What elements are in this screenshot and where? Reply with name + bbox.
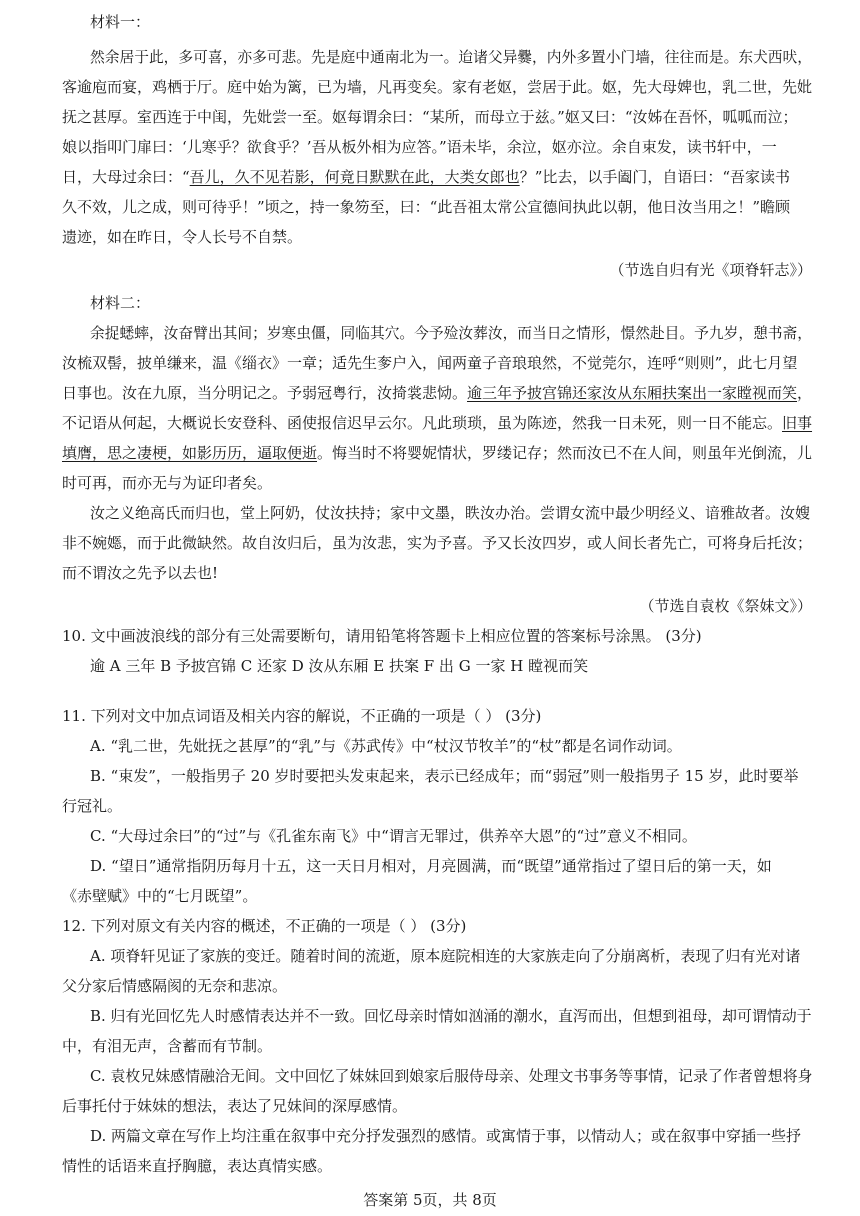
material-2-line <box>62 413 812 433</box>
material-1-line <box>62 167 790 187</box>
question-12-option-d: 情性的话语来直抒胸臆，表达真情实感。 <box>62 1157 333 1175</box>
question-11-option-d: 《赤壁赋》中的“七月既望”。 <box>62 887 258 905</box>
material-2-line: 汝之义绝高氏而归也，堂上阿奶，仗汝扶持；家中文墨，眣汝办治。尝谓女流中最少明经义、谙雅故者。汝嫂 <box>90 504 811 522</box>
material-1-source: （节选自归有光《项脊轩志》） <box>609 261 812 279</box>
text-run: ， <box>797 384 813 402</box>
material-2-line: 余捉蟋蟀，汝奋臂出其间；岁寒虫僵，同临其穴。今予殓汝葬汝，而当日之情形，憬然赴目。予九岁，憩书斋， <box>90 324 813 342</box>
text-run: 。悔当时不将婴妮情状，罗缕记存；然而汝已不在人间，则虽年光倒流，儿 <box>317 444 813 462</box>
wavy-underlined-text: 逾三年予披宫锦还家汝从东厢扶案出一家瞠视而笑 <box>467 384 798 402</box>
question-10-stem: 10. 文中画波浪线的部分有三处需要断句，请用铅笔将答题卡上相应位置的答案标号涂黑。 (3分) <box>62 627 702 645</box>
material-2-line: 时可再，而亦无与为证印者矣。 <box>62 474 273 492</box>
material-2-line: 非不婉嫕，而于此微缺然。故自汝归后，虽为汝悲，实为予喜。予又长汝四岁，或人间长者先亡，可将身后托汝； <box>62 534 813 552</box>
material-2-line <box>62 383 812 403</box>
question-11-option-b: 行冠礼。 <box>62 797 123 815</box>
underlined-text: 吾儿，久不见若影，何竟日默默在此，大类女郎也 <box>189 168 520 186</box>
material-2-heading: 材料二： <box>90 294 151 312</box>
underlined-text: 旧事 <box>782 414 813 432</box>
question-11-option-a: A. “乳二世，先妣抚之甚厚”的“乳”与《苏武传》中“杖汉节牧羊”的“杖”都是名词作动词。 <box>90 737 682 755</box>
question-12-option-d: D. 两篇文章在写作上均注重在叙事中充分抒发强烈的感情。或寓情于事，以情动人；或在叙事中穿插一些抒 <box>90 1127 802 1145</box>
material-2-line <box>62 443 812 463</box>
question-12-option-b: 中，有泪无声，含蓄而有节制。 <box>62 1037 273 1055</box>
material-2-line: 而不谓汝之先予以去也! <box>62 564 219 582</box>
text-run: 日，大母过余曰：“ <box>62 168 190 186</box>
question-12-option-b: B. 归有光回忆先人时感情表达并不一致。回忆母亲时情如汹涌的潮水，直泻而出，但想到祖母，却可谓情动于 <box>90 1007 812 1025</box>
material-1-line: 客逾庖而宴，鸡栖于厅。庭中始为篱，已为墙，凡再变矣。家有老妪，尝居于此。妪，先大母婢也，乳二世，先妣 <box>62 78 813 96</box>
material-1-line: 然余居于此，多可喜，亦多可悲。先是庭中通南北为一。迨诸父异爨，内外多置小门墙，往往而是。东犬西吠， <box>90 48 813 66</box>
text-run: 不记语从何起，大概说长安登科、函使报信迟早云尔。凡此琐琐，虽为陈迹，然我一日未死，则一日不能忘。 <box>62 414 783 432</box>
question-11-option-c: C. “大母过余曰”的“过”与《孔雀东南飞》中“谓言无罪过，供养卒大恩”的“过”意义不相同。 <box>90 827 697 845</box>
question-11-stem: 11. 下列对文中加点词语及相关内容的解说，不正确的一项是（ ） (3分) <box>62 707 542 725</box>
material-2-line: 汝梳双髻，披单缣来，温《缁衣》一章；适先生奓户入，闻两童子音琅琅然，不觉莞尔，连呼“则则”，此七月望 <box>62 354 798 372</box>
material-1-line: 久不效，儿之成，则可待乎！”顷之，持一象笏至，曰：“此吾祖太常公宣德间执此以朝，他日汝当用之！”瞻顾 <box>62 198 791 216</box>
question-11-option-b: B. “束发”，一般指男子 20 岁时要把头发束起来，表示已经成年；而“弱冠”则一般指男子 15 岁，此时要举 <box>90 767 799 785</box>
question-12-option-a: 父分家后情感隔阂的无奈和悲凉。 <box>62 977 288 995</box>
material-1-line: 娘以指叩门扉曰：‘儿寒乎？欲食乎？’吾从板外相为应答。”语未毕，余泣，妪亦泣。余自束发，读书轩中，一 <box>62 138 777 156</box>
text-run: 日事也。汝在九原，当分明记之。予弱冠粤行，汝掎裳悲恸。 <box>62 384 468 402</box>
material-1-line: 遗迹，如在昨日，令人长号不自禁。 <box>62 228 303 246</box>
question-10-options: 逾 A 三年 B 予披宫锦 C 还家 D 汝从东厢 E 扶案 F 出 G 一家 H 瞠视而笑 <box>90 657 589 675</box>
material-2-source: （节选自袁枚《祭妹文》） <box>639 597 812 615</box>
underlined-text: 填膺，思之凄梗，如影历历，逼取便逝 <box>62 444 318 462</box>
question-12-option-c: C. 袁枚兄妹感情融洽无间。文中回忆了妹妹回到娘家后服侍母亲、处理文书事务等事情，记录了作者曾想将身 <box>90 1067 813 1085</box>
page-footer: 答案第 5页，共 8页 <box>363 1191 497 1209</box>
question-12-option-a: A. 项脊轩见证了家族的变迁。随着时间的流逝，原本庭院相连的大家族走向了分崩离析，表现了归有光对诸 <box>90 947 801 965</box>
text-run: ？”比去，以手阖门，自语曰：“吾家读书 <box>519 168 791 186</box>
material-1-line: 抚之甚厚。室西连于中闺，先妣尝一至。妪每谓余曰：“某所，而母立于兹。”妪又曰：“汝姊在吾怀，呱呱而泣； <box>62 108 798 126</box>
question-12-stem: 12. 下列对原文有关内容的概述，不正确的一项是（ ） (3分) <box>62 917 467 935</box>
material-1-heading: 材料一： <box>90 13 151 31</box>
question-11-option-d: D. “望日”通常指阴历每月十五，这一天日月相对，月亮圆满，而“既望”通常指过了望日后的第一天，如 <box>90 857 772 875</box>
question-12-option-c: 后事托付于妹妹的想法，表达了兄妹间的深厚感情。 <box>62 1097 408 1115</box>
